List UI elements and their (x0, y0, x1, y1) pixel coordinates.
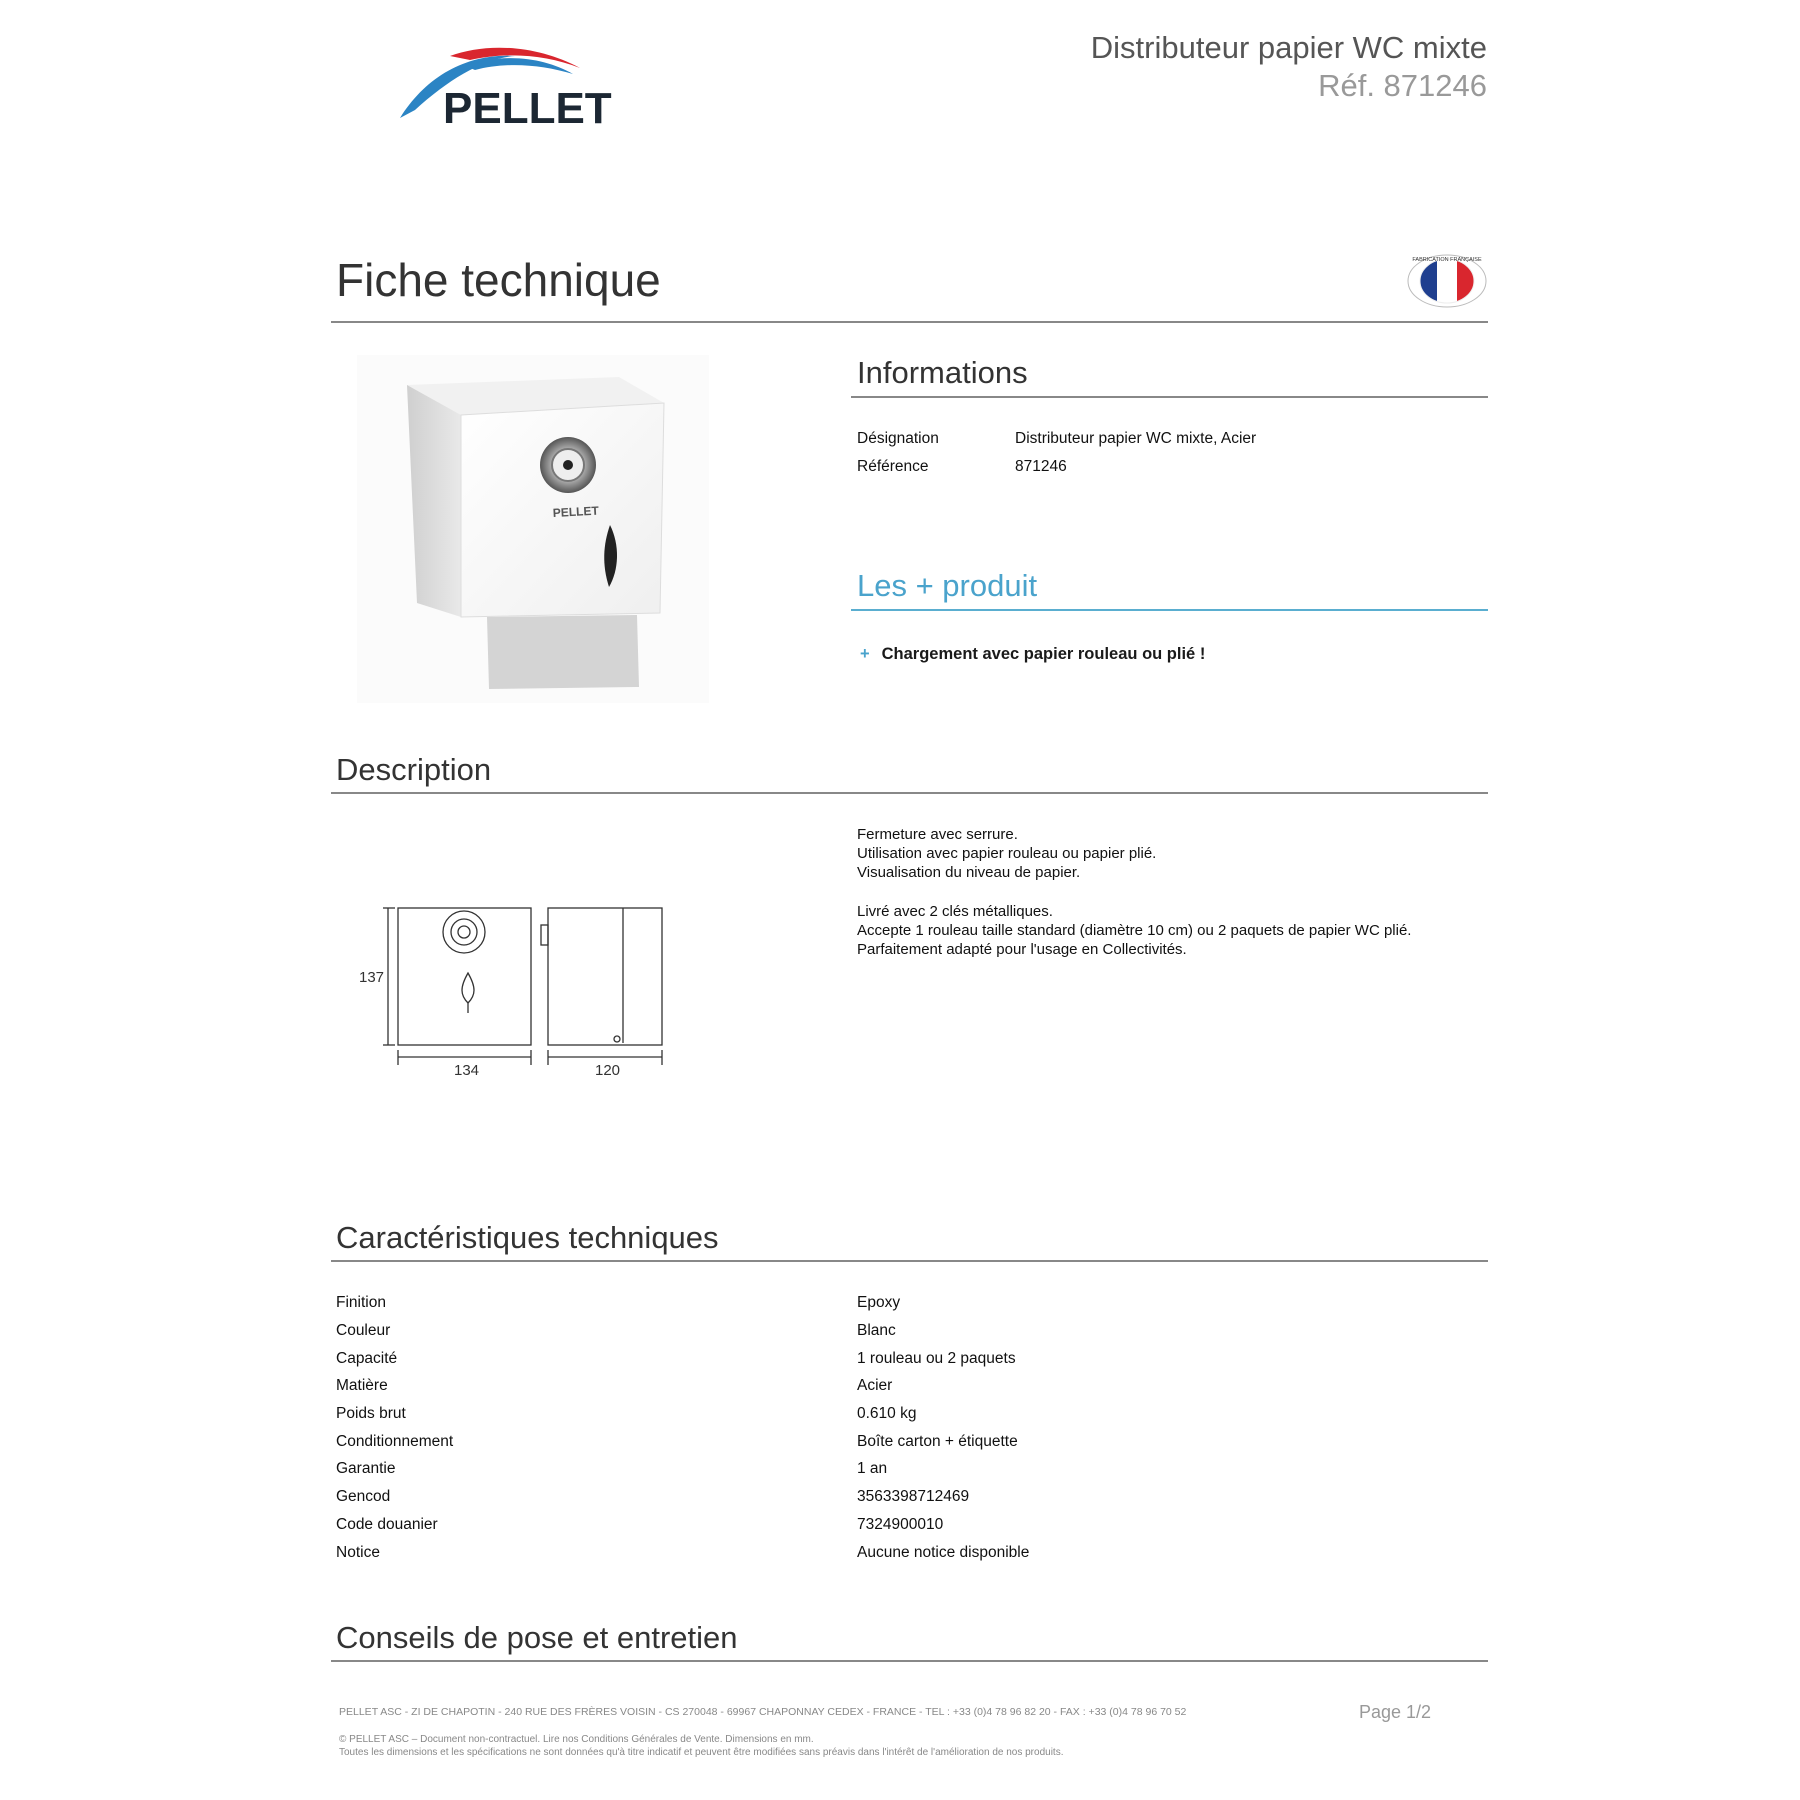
description-heading: Description (336, 752, 492, 787)
spec-value: Boîte carton + étiquette (857, 1433, 1018, 1450)
product-reference: Réf. 871246 (1318, 68, 1487, 103)
spec-label: Notice (336, 1544, 380, 1561)
reference-value: 871246 (1015, 458, 1067, 475)
designation-label: Désignation (857, 430, 939, 447)
caracteristiques-divider (331, 1260, 1488, 1262)
spec-value: 7324900010 (857, 1516, 944, 1533)
spec-label: Couleur (336, 1322, 391, 1339)
description-line-5: Accepte 1 rouleau taille standard (diamètre 10 cm) ou 2 paquets de papier WC plié. (857, 922, 1412, 939)
spec-label: Conditionnement (336, 1433, 454, 1450)
product-title: Distributeur papier WC mixte (1090, 30, 1487, 65)
page-title: Fiche technique (336, 254, 661, 306)
spec-label: Code douanier (336, 1516, 438, 1533)
description-line-2: Utilisation avec papier rouleau ou papier plié. (857, 845, 1157, 862)
product-photo (357, 355, 709, 703)
product-logo: PELLET (552, 503, 600, 520)
page-number: Page 1/2 (1359, 1702, 1432, 1722)
pellet-logo (395, 38, 645, 130)
footer-copyright: © PELLET ASC – Document non-contractuel. Lire nos Conditions Générales de Vente. Dimensions en mm. (339, 1734, 814, 1745)
conseils-heading: Conseils de pose et entretien (336, 1620, 738, 1655)
spec-value: 1 rouleau ou 2 paquets (857, 1350, 1016, 1367)
description-line-6: Parfaitement adapté pour l'usage en Collectivités. (857, 941, 1187, 958)
conseils-divider (331, 1660, 1488, 1662)
footer-address: PELLET ASC - ZI DE CHAPOTIN - 240 RUE DES FRÈRES VOISIN - CS 270048 - 69967 CHAPONNAY CEDEX - FRANCE - TEL : +33 (0)4 78 96 82 20 - FAX : +33 (0)4 78 96 70 52 (339, 1706, 1187, 1718)
dimension-drawing (355, 895, 670, 1080)
informations-divider (851, 396, 1488, 398)
spec-label: Garantie (336, 1460, 396, 1477)
description-divider (331, 792, 1488, 794)
dimension-height: 137 (359, 969, 385, 986)
spec-label: Finition (336, 1294, 386, 1311)
description-line-1: Fermeture avec serrure. (857, 826, 1018, 843)
dimension-width: 134 (454, 1062, 480, 1079)
plus-produit-text: Chargement avec papier rouleau ou plié ! (881, 645, 1206, 663)
spec-value: 0.610 kg (857, 1405, 917, 1422)
reference-label: Référence (857, 458, 929, 475)
plus-produit-item (860, 645, 1205, 664)
spec-value: Blanc (857, 1322, 896, 1339)
dimension-depth: 120 (595, 1062, 621, 1079)
spec-label: Capacité (336, 1350, 398, 1367)
badge-text: FABRICATION FRANÇAISE (1412, 257, 1482, 263)
plus-produit-divider (851, 609, 1488, 611)
description-line-4: Livré avec 2 clés métalliques. (857, 903, 1053, 920)
spec-value: 1 an (857, 1460, 888, 1477)
spec-value: 3563398712469 (857, 1488, 970, 1505)
description-line-3: Visualisation du niveau de papier. (857, 864, 1081, 881)
designation-value: Distributeur papier WC mixte, Acier (1015, 430, 1257, 447)
footer-disclaimer: Toutes les dimensions et les spécifications ne sont données qu'à titre indicatif et peuvent être modifiées sans préavis dans l'intérêt de l'amélioration de nos produits. (339, 1747, 1064, 1758)
caracteristiques-heading: Caractéristiques techniques (336, 1220, 719, 1255)
fabrication-francaise-badge (1406, 253, 1488, 309)
spec-label: Poids brut (336, 1405, 406, 1422)
plus-icon: + (860, 645, 870, 663)
spec-label: Matière (336, 1377, 388, 1394)
spec-label: Gencod (336, 1488, 391, 1505)
spec-value: Aucune notice disponible (857, 1544, 1030, 1561)
spec-value: Acier (857, 1377, 893, 1394)
spec-value: Epoxy (857, 1294, 901, 1311)
informations-heading: Informations (857, 355, 1028, 390)
title-divider (331, 321, 1488, 323)
brand-name: PELLET (443, 84, 612, 130)
plus-produit-heading: Les + produit (857, 568, 1038, 603)
